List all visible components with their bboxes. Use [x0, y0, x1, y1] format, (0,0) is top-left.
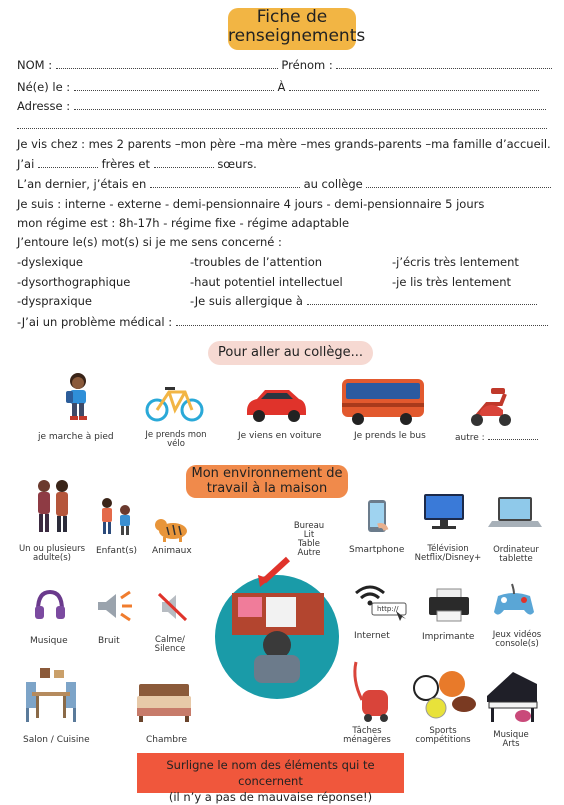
ne-le-field[interactable] — [74, 80, 274, 91]
caption-television-line-2: Netflix/Disney+ — [414, 553, 482, 563]
freres-label: frères et — [101, 157, 150, 171]
env-banner-line-1: Mon environnement de — [191, 466, 343, 481]
caption-sports-line-2: compétitions — [415, 735, 471, 745]
caption-ordinateur[interactable] — [488, 546, 544, 564]
car-icon — [243, 385, 309, 425]
classe-field[interactable] — [150, 177, 300, 188]
medical-field[interactable] — [176, 315, 548, 326]
scooter-icon — [467, 380, 513, 428]
desk-options[interactable] — [292, 522, 326, 558]
item-lis[interactable]: -je lis très lentement — [392, 275, 512, 289]
soeurs-label: sœurs. — [217, 157, 257, 171]
freres-field[interactable] — [38, 157, 98, 168]
form-row-an-dernier — [17, 177, 551, 191]
option-autre[interactable]: Autre — [297, 548, 321, 558]
caption-adultes-line-1: Un ou plusieurs — [18, 544, 86, 554]
item-troubles[interactable]: -troubles de l’attention — [190, 255, 323, 269]
option-table[interactable]: Table — [298, 539, 320, 549]
medical-label: -J’ai un problème médical : — [17, 315, 173, 329]
caption-chambre[interactable]: Chambre — [146, 735, 188, 745]
caption-velo-line-1: Je prends mon — [145, 430, 207, 440]
note-line-1: Surligne le nom des éléments qui te concernent — [166, 758, 375, 788]
form-row-allergie — [190, 294, 537, 308]
lieu-field[interactable] — [289, 80, 539, 91]
caption-velo-line-2: vélo — [167, 439, 185, 449]
caption-musique-arts-line-1: Musique — [493, 730, 529, 740]
caption-autre[interactable] — [455, 432, 538, 443]
autre-label: autre : — [455, 433, 485, 443]
caption-velo[interactable] — [138, 431, 214, 449]
caption-ordinateur-line-1: Ordinateur — [493, 545, 539, 555]
caption-jeux[interactable] — [488, 631, 546, 649]
au-college-label: au collège — [303, 177, 363, 191]
regime-text: mon régime est : 8h-17h - régime fixe - régime adaptable — [17, 216, 350, 230]
game-controller-icon — [492, 580, 536, 620]
form-row-adresse-2 — [17, 118, 547, 132]
noise-icon — [94, 588, 134, 622]
vis-chez-text: Je vis chez : mes 2 parents –mon père –ma mère –mes grands-parents –ma famille d’accueil. — [17, 137, 551, 151]
walking-child-icon — [58, 372, 98, 422]
environnement-banner — [186, 465, 348, 498]
item-dyslexique[interactable]: -dyslexique — [17, 255, 83, 269]
caption-television[interactable] — [409, 545, 487, 563]
env-banner-line-2: travail à la maison — [206, 481, 328, 496]
form-row-adresse — [17, 99, 546, 113]
caption-jeux-line-2: console(s) — [495, 639, 539, 649]
caption-salon[interactable]: Salon / Cuisine — [23, 735, 90, 745]
college-field[interactable] — [366, 177, 551, 188]
prenom-label: Prénom : — [281, 58, 333, 72]
piano-arts-icon — [483, 668, 541, 724]
silence-icon — [156, 590, 190, 624]
sports-balls-icon — [412, 668, 478, 724]
instruction-note — [137, 753, 404, 804]
caption-ordinateur-line-2: tablette — [499, 554, 533, 564]
caption-musique-arts[interactable] — [486, 731, 536, 749]
autre-field[interactable] — [488, 432, 538, 440]
caption-internet[interactable]: Internet — [354, 631, 390, 641]
caption-smartphone[interactable]: Smartphone — [349, 545, 405, 555]
nom-field[interactable] — [56, 58, 278, 69]
transport-banner: Pour aller au collège... — [208, 341, 373, 365]
adresse-field[interactable] — [74, 99, 546, 110]
form-row-fratrie — [17, 157, 257, 171]
caption-musique[interactable]: Musique — [30, 636, 68, 646]
page-title — [228, 7, 366, 50]
caption-imprimante[interactable]: Imprimante — [422, 632, 475, 642]
wifi-icon — [352, 581, 408, 621]
ne-le-label: Né(e) le : — [17, 80, 71, 94]
form-row-naissance — [17, 80, 539, 94]
je-suis-text: Je suis : interne - externe - demi-pensionnaire 4 jours - demi-pensionnaire 5 jours — [17, 197, 485, 211]
laptop-icon — [488, 493, 542, 533]
bed-icon — [133, 680, 195, 724]
adults-icon — [30, 478, 76, 536]
title-line-2: renseignements — [228, 26, 366, 46]
item-hpi[interactable]: -haut potentiel intellectuel — [190, 275, 343, 289]
headphones-icon — [32, 588, 68, 622]
bicycle-icon — [145, 378, 205, 424]
jai-label: J’ai — [17, 157, 35, 171]
caption-calme-line-1: Calme/ — [155, 635, 185, 645]
dining-table-icon — [20, 664, 82, 726]
caption-sports[interactable] — [410, 727, 476, 745]
caption-jeux-line-1: Jeux vidéos — [492, 630, 542, 640]
caption-musique-arts-line-2: Arts — [502, 739, 520, 749]
option-bureau[interactable]: Bureau — [293, 521, 325, 531]
caption-sports-line-1: Sports — [429, 726, 457, 736]
caption-taches-line-2: ménagères — [343, 735, 391, 745]
allergie-field[interactable] — [307, 294, 537, 305]
television-icon — [422, 490, 466, 532]
caption-television-line-1: Télévision — [427, 544, 469, 554]
caption-taches-line-1: Tâches — [352, 726, 382, 736]
caption-adultes-line-2: adulte(s) — [33, 553, 71, 563]
caption-pied[interactable]: je marche à pied — [38, 432, 114, 442]
item-dyspraxique[interactable]: -dyspraxique — [17, 294, 92, 308]
vacuum-icon — [346, 660, 396, 724]
a-label: À — [277, 80, 286, 94]
caption-bruit[interactable]: Bruit — [98, 636, 120, 646]
caption-calme-line-2: Silence — [154, 644, 186, 654]
smartphone-icon — [364, 498, 392, 536]
printer-icon — [427, 587, 471, 623]
adresse-field-2[interactable] — [17, 118, 547, 129]
url-text: http:// — [377, 605, 399, 613]
item-ecris[interactable]: -j’écris très lentement — [392, 255, 519, 269]
caption-adultes[interactable] — [14, 545, 90, 563]
caption-calme[interactable] — [147, 636, 193, 654]
allergique-label: -Je suis allergique à — [190, 294, 303, 308]
form-row-nom — [17, 58, 552, 72]
prenom-field[interactable] — [336, 58, 552, 69]
form-row-medical — [17, 315, 548, 329]
entoure-text: J’entoure le(s) mot(s) si je me sens concerné : — [17, 235, 282, 249]
adresse-label: Adresse : — [17, 99, 71, 113]
desk-scene-icon — [202, 545, 352, 705]
soeurs-field[interactable] — [154, 157, 214, 168]
bus-icon — [340, 375, 426, 427]
title-line-1: Fiche de — [256, 7, 328, 27]
an-dernier-label: L’an dernier, j’étais en — [17, 177, 147, 191]
caption-enfants[interactable]: Enfant(s) — [96, 546, 138, 556]
animals-icon — [153, 513, 193, 543]
caption-animaux[interactable]: Animaux — [152, 546, 192, 556]
note-line-2: (il n’y a pas de mauvaise réponse!) — [168, 790, 373, 804]
caption-voiture[interactable]: Je viens en voiture — [238, 431, 322, 441]
children-icon — [97, 496, 137, 538]
option-lit[interactable]: Lit — [303, 530, 315, 540]
caption-taches[interactable] — [337, 727, 397, 745]
caption-bus[interactable]: Je prends le bus — [354, 431, 426, 441]
nom-label: NOM : — [17, 58, 53, 72]
item-dysortho[interactable]: -dysorthographique — [17, 275, 131, 289]
